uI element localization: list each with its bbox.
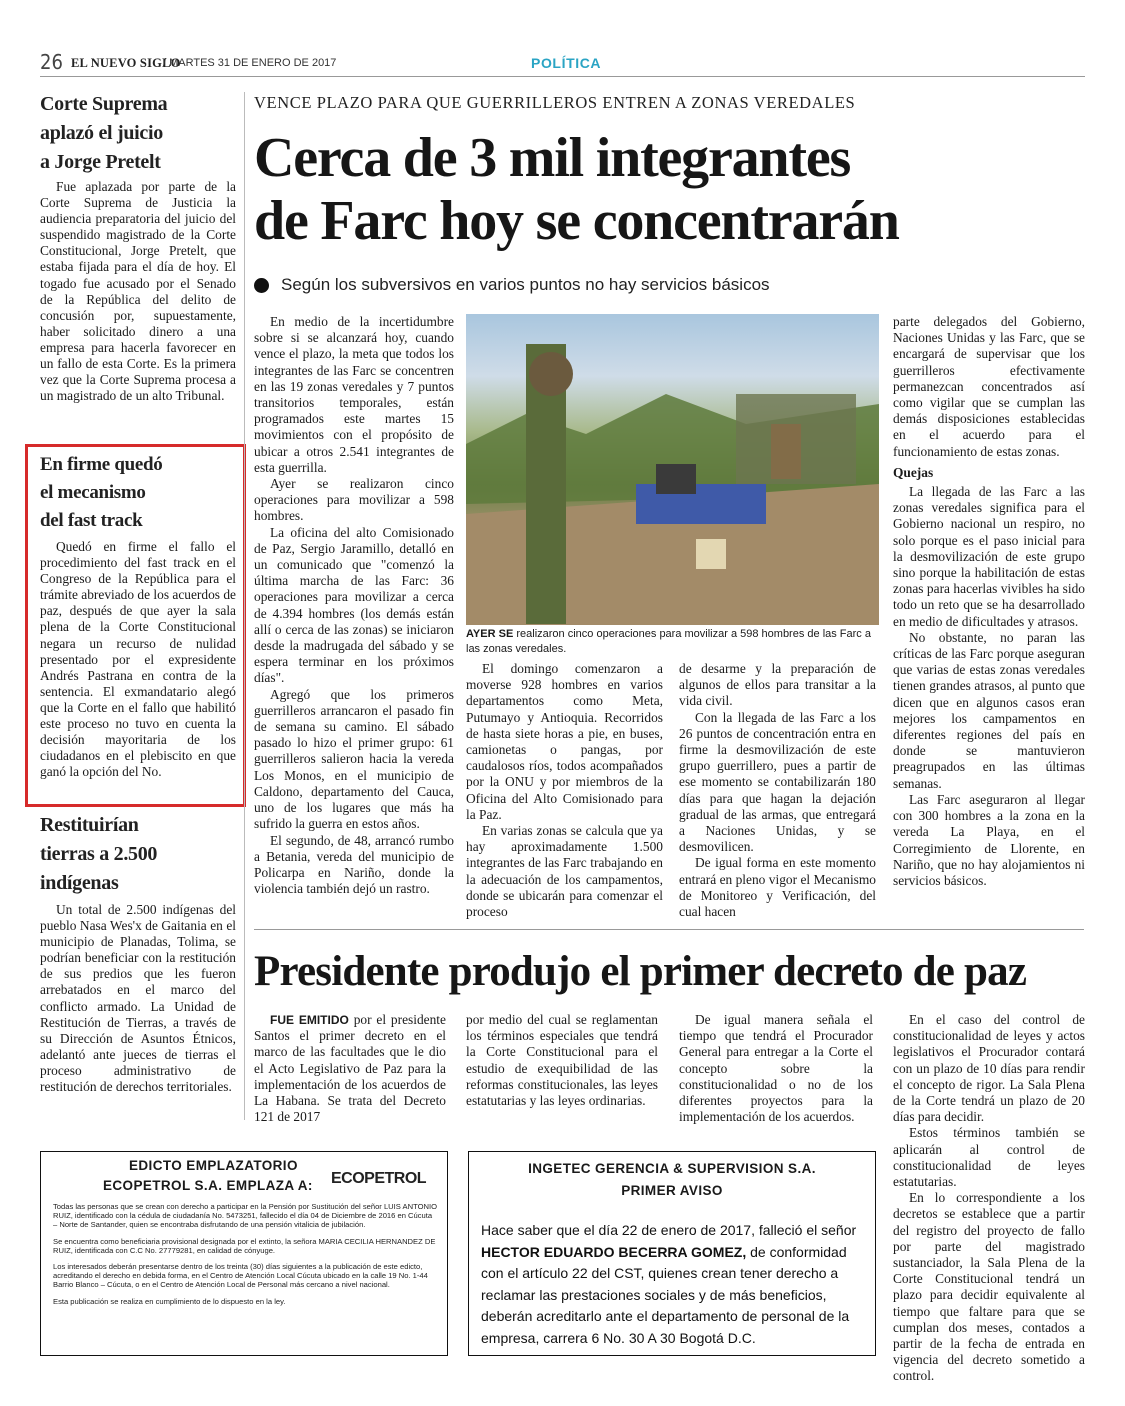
article2-col-1 [254,1012,446,1125]
paragraph: Con la llegada de las Farc a los 26 puntos de concentración entra en firme la desmovilización de este grupo guerrillero, pues a partir de ese momento se contabilizarán 180 días para que hagan la dejación gradual de las armas, que entregará a Naciones Unidas, y se desmovilicen. [679,709,876,855]
paragraph [254,1012,446,1125]
sidebar-article-tierras [40,811,236,1095]
caption-text: realizaron cinco operaciones para movilizar a 598 hombres de las Farc a las zonas veredales. [466,628,871,655]
lead-in: FUE EMITIDO [270,1013,349,1027]
paragraph: Agregó que los primeros guerrilleros arrancaron el pasado fin de semana su camino. El sábado pasado lo hizo el primer grupo: 61 guerrilleros salieron hacia la vereda Los Monos, en el municipio de Caldono, departamento del Cauca, uno de los lugares que más ha sufrido la guerra en estos años. [254,686,454,832]
paragraph: de desarme y la preparación de algunos de ellos para transitar a la vida civil. [679,661,876,709]
ad-paragraph: Los interesados deberán presentarse dentro de los treinta (30) días siguientes a la publicación de este edicto, acreditando el derecho en debida forma, en el Centro de Atención Local Cúcuta ubicado en la calle 19 No. 1-44 Barrio Blanco – Cúcuta, o en el Centro de Atención Local de Personal más cercano a nivel nacional. [53,1262,428,1290]
paragraph: En lo correspondiente a los decretos se establece que a partir del registro del proyecto de fallo por parte del magistrado sustanciador, la Sala Plena de la Corte Constitucional tendrá un plazo para decidir equivalente al tiempo que faltare para que se cumplan dos meses, contados a partir de la fecha de entrada en vigencia del decreto sometido a control. [893,1190,1085,1384]
ad-title: INGETEC GERENCIA & SUPERVISION S.A. [528,1161,816,1176]
ad-subtitle: PRIMER AVISO [621,1183,723,1198]
title-line: En firme quedó [40,454,163,475]
sidebar-title [40,811,236,898]
paragraph-text: por el presidente Santos el primer decreto en el marco de las facultades que le dio el Acto Legislativo de Paz para la implementación de los acuerdos de La Habana. Se trata del Decreto 121 de 2017 [254,1012,446,1125]
deck-text: Según los subversivos en varios puntos no hay servicios básicos [281,275,770,294]
title-line: Corte Suprema [40,93,168,115]
deceased-name: HECTOR EDUARDO BECERRA GOMEZ, [481,1243,747,1260]
title-line: indígenas [40,872,119,894]
title-line: el mecanismo [40,482,146,503]
paragraph: Quedó en firme el fallo el procedimiento del fast track en el Congreso de la República para el trámite abreviado de los acuerdos de paz, después de que ayer la sala plena de la Corte Constitucional negara un recurso de nulidad presentado por el expresidente Andrés Pastrana en contra de la sentencia. El exmandatario alegó que la Corte en el fallo que habilitó este proceso no tuvo en cuenta la decisión mayoritaria de los ciudadanos en el plebiscito en que ganó la opción del No. [40,539,236,780]
sidebar-title [40,451,236,535]
paragraph: En varias zonas se calcula que ya hay aproximadamente 1.500 integrantes de las Farc trabajando en la adecuación de los campamentos, donde se ubicarán para comenzar el proceso [466,823,663,920]
subhead: Quejas [893,464,934,480]
paragraph: La oficina del alto Comisionado de Paz, Sergio Jaramillo, detalló en un comunicado que "comenzó la última marcha de las Farc: 36 operaciones para movilizar a cerca de 4.394 hombres (los demás están allí o cerca de las zonas) se iniciaron desde la madrugada del sábado y se espera terminar en los próximos días". [254,524,454,686]
page-number: 26 [40,50,63,74]
paragraph: Las Farc aseguraron al llegar con 300 hombres a la zona en la vereda La Playa, en el Corregimiento de Llorente, en Nariño, que no hay alojamientos ni servicios básicos. [893,791,1085,888]
paragraph: Ayer se realizaron cinco operaciones para movilizar a 598 hombres. [254,476,454,524]
title-line: a Jorge Pretelt [40,151,161,173]
paragraph: El segundo, de 48, arrancó rumbo a Betania, vereda del municipio de Policarpa en Nariño, donde la violencia también dejó un rastro. [254,832,454,897]
ad-paragraph: Se encuentra como beneficiaria provisional designada por el extinto, la señora MARIA CECILIA HERNANDEZ DE RUIZ, identificada con C.C No. 27779281, en calidad de cónyuge. [53,1236,436,1255]
ad-subtitle: ECOPETROL S.A. EMPLAZA A: [103,1178,313,1193]
legal-notice-ingetec [468,1151,876,1356]
main-col-1 [254,314,454,897]
title-line: Restituirían [40,814,139,836]
sidebar-title [40,90,236,177]
paragraph: En medio de la incertidumbre sobre si se alcanzará hoy, cuando vence el plazo, la meta que todos los integrantes de las Farc se concentren en las 19 zonas veredales y 7 puntos transitorios temporales, están programados este martes 15 movimientos con el propósito de ubicar a otros 2.541 integrantes de esta guerrilla. [254,314,454,475]
ad-text: Hace saber que el día 22 de enero de 2017, falleció el señor [481,1222,857,1238]
article2-col-2 [466,1012,658,1109]
caption-lead: AYER SE [466,628,514,640]
main-col-4 [893,314,1085,889]
news-photo [466,314,879,625]
main-headline [254,127,1074,253]
ad-title: EDICTO EMPLAZATORIO [129,1158,298,1173]
sidebar-body [40,902,236,1095]
paragraph: Estos términos también se aplicarán al control de constitucionalidad de leyes estatutarias. [893,1125,1085,1190]
deck [254,275,770,295]
paragraph: La llegada de las Farc a las zonas veredales significa para el Gobierno nacional un respiro, no solo porque es el paso inicial para la desmovilización de este grupo sino porque la habilitación de estas zonas para hacerlas vivibles ha sido todo un reto que se ha desarrollado en medio de dificultades y atrasos. [893,484,1085,629]
article2-col-4 [893,1012,1085,1385]
section-rule [254,929,1084,930]
sidebar-article-fast-track [40,451,236,780]
paragraph: por medio del cual se reglamentan los términos especiales que tendrá la Corte Constitucional para el estudio de exequibilidad de las reformas constitucionales, las leyes estatutarias y las leyes ordinarias. [466,1012,658,1109]
column-rule [244,92,245,1120]
second-headline: Presidente produjo el primer decreto de paz [254,948,1027,995]
section-label: POLÍTICA [531,55,602,71]
main-col-2 [466,661,663,920]
paragraph: El domingo comenzaron a moverse 928 hombres en varios departamentos como Meta, Putumayo y Antioquia. Recorridos de hasta siete horas a pie, en buses, camionetas o pangas, por caudalosos ríos, todos acompañados por la ONU y por miembros de la Oficina del Alto Comisionado para la Paz. [466,661,663,822]
headline-line: Cerca de 3 mil integrantes [254,127,851,189]
sidebar-body [40,179,236,404]
legal-notice-ecopetrol [40,1151,448,1356]
bullet-icon [254,278,269,293]
sidebar-article-pretelt [40,90,236,404]
issue-date: / MARTES 31 DE ENERO DE 2017 [163,57,337,69]
kicker: VENCE PLAZO PARA QUE GUERRILLEROS ENTREN A ZONAS VEREDALES [254,93,856,112]
header-rule [40,76,1085,77]
ad-paragraph: Esta publicación se realiza en cumplimiento de lo dispuesto en la ley. [53,1296,286,1306]
ad-body [481,1220,865,1349]
main-col-3 [679,661,876,920]
paragraph: De igual manera señala el tiempo que tendrá el Procurador General para entregar a la Corte el concepto sobre la constitucionalidad o no de los diferentes proyectos para la implementación de los acuerdos. [679,1012,873,1125]
article2-col-3 [679,1012,873,1125]
paragraph: parte delegados del Gobierno, Naciones Unidas y las Farc, que se encargará de supervisar que los guerrilleros efectivamente permanezcan concentrados así como vigilar que se cumplan las demás disposiciones establecidas en el acuerdo para el funcionamiento de estas zonas. [893,314,1085,459]
sidebar-body [40,539,236,780]
paragraph: En el caso del control de constitucionalidad de leyes y actos legislativos el Procurador contará con un plazo de 10 días para rendir el concepto de rigor. La Sala Plena de la Corte tendrá un plazo de 20 días para decidir. [893,1012,1085,1125]
photo-caption [466,627,876,656]
paragraph: Un total de 2.500 indígenas del pueblo Nasa Wes'x de Gaitania en el municipio de Planadas, Tolima, se podrían beneficiar con la restitución de sus predios que les fueron arrebatados en el marco del conflicto armado. La Unidad de Restitución de Tierras, a través de su Dirección de Asuntos Étnicos, adelantó ante jueces de tierras el proceso administrativo de restitución de derechos territoriales. [40,902,236,1095]
title-line: del fast track [40,510,143,531]
ad-paragraph: Todas las personas que se crean con derecho a participar en la Pensión por Sustitución del señor LUIS ANTONIO RUIZ, identificado con la cédula de ciudadanía No. 5473251, fallecido el día 04 de Diciembre de 2016 en Cúcuta – Norte de Santander, quien se encontraba disfrutando de una pensión vitalicia de jubilación. [53,1202,437,1230]
title-line: aplazó el juicio [40,122,163,144]
paragraph: Fue aplazada por parte de la Corte Suprema de Justicia la audiencia preparatoria del juicio del suspendido magistrado de la Corte Constitucional, Jorge Pretelt, que estaba fijada para el día de hoy. El togado fue acusado por el Senado de la República del delito de concusión por, supuestamente, haber solicitado dinero a una empresa para hacerla favorecer en un fallo de esta Corte. Es la primera vez que la Corte Suprema procesa a un magistrado de un alto Tribunal. [40,179,236,404]
newspaper-name: EL NUEVO SIGLO [71,56,181,70]
ad-text: de conformidad con el artículo 22 del CST, quienes crean tener derecho a reclamar las prestaciones sociales y de más beneficios, deberán acreditarlo ante el departamento de personal de la empresa, carrera 6 No. 30 A 30 Bogotá D.C. [481,1243,850,1346]
photo-illustration [466,314,879,625]
ecopetrol-logo: ECOPETROL [331,1170,427,1187]
title-line: tierras a 2.500 [40,843,158,865]
headline-line: de Farc hoy se concentrarán [254,190,899,252]
paragraph: No obstante, no paran las críticas de las Farc porque aseguran que varias de estas zonas veredales tienen grandes atrasos, al punto que dicen que en algunos casos eran mejores los campamentos en diferentes regiones del país en donde se mantuvieron preagrupados en las últimas semanas. [893,629,1085,791]
ad-body [53,1202,437,1306]
paragraph: De igual forma en este momento entrará en pleno vigor el Mecanismo de Monitoreo y Verificación, del cual hacen [679,855,876,920]
